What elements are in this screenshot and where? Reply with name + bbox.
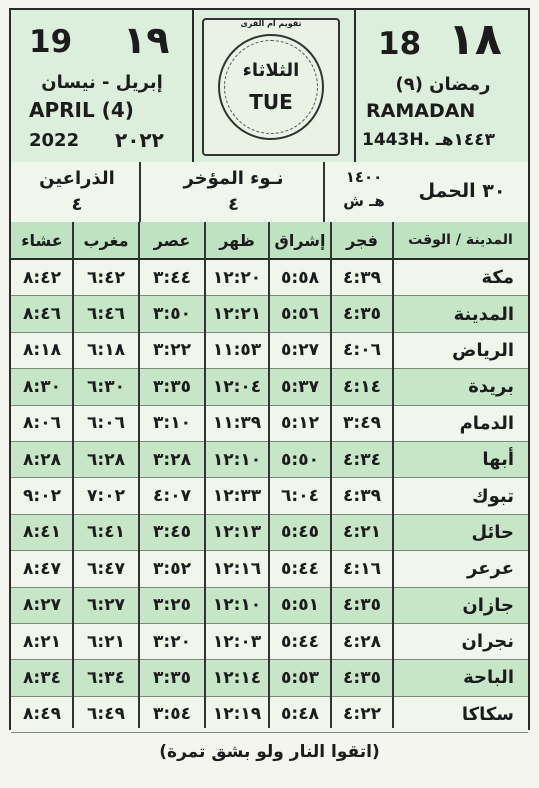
hijri-year: 1443H. ١٤٤٣هـ: [362, 130, 496, 150]
hijri-day-arabic: ١٨: [448, 14, 502, 65]
table-row: [11, 697, 528, 733]
city-name: نجران: [461, 631, 514, 653]
time-maghrib: ٧:٠٢: [87, 486, 125, 507]
time-asr: ٣:٢٥: [153, 595, 191, 616]
city-name: سكاكا: [461, 703, 514, 725]
info-divider-2: [323, 162, 325, 222]
time-maghrib: ٦:٢٨: [87, 449, 125, 470]
table-row: [11, 406, 528, 442]
col-divider: [392, 222, 394, 728]
weekday-latin: TUE: [249, 90, 293, 114]
col-maghrib: مغرب: [83, 230, 129, 250]
calendar-card: [9, 8, 530, 730]
time-dhuhr: ١٢:٠٣: [212, 631, 262, 652]
time-isha: ٨:٢٨: [23, 449, 61, 470]
col-fajr: فجر: [346, 230, 378, 250]
time-shuruq: ٥:٥٨: [281, 267, 319, 288]
time-fajr: ٤:٠٦: [343, 340, 381, 361]
time-shuruq: ٥:٤٤: [281, 558, 319, 579]
time-fajr: ٣:٤٩: [343, 413, 381, 434]
city-name: عرعر: [467, 558, 514, 580]
time-dhuhr: ١٢:٠٤: [212, 376, 262, 397]
time-maghrib: ٦:٤٦: [87, 304, 125, 325]
time-shuruq: ٦:٠٤: [281, 486, 319, 507]
time-fajr: ٤:٢١: [343, 522, 381, 543]
time-dhuhr: ١١:٥٣: [212, 340, 262, 361]
time-shuruq: ٥:٥٣: [281, 667, 319, 688]
table-row: [11, 369, 528, 405]
weekday-arabic: الثلاثاء: [242, 60, 300, 81]
greg-month-latin: APRIL (4): [29, 98, 134, 122]
time-isha: ٨:٤٩: [23, 704, 61, 725]
time-fajr: ٤:٢٨: [343, 631, 381, 652]
time-fajr: ٤:٣٩: [343, 486, 381, 507]
city-name: مكة: [481, 267, 514, 289]
table-row: [11, 515, 528, 551]
time-isha: ٨:٣٤: [23, 667, 61, 688]
city-name: حائل: [471, 521, 514, 543]
time-fajr: ٤:١٤: [343, 376, 381, 397]
calendar-header: [11, 10, 528, 164]
col-divider: [138, 222, 140, 728]
table-row: [11, 551, 528, 587]
time-maghrib: ٦:٤١: [87, 522, 125, 543]
solar-suffix: هـ ش: [343, 192, 385, 210]
time-dhuhr: ١٢:٢٠: [212, 267, 262, 288]
time-shuruq: ٥:١٢: [281, 413, 319, 434]
prayer-times-table: [11, 260, 528, 733]
time-maghrib: ٦:٢١: [87, 631, 125, 652]
table-row: [11, 624, 528, 660]
city-name: الرياض: [452, 339, 514, 361]
time-fajr: ٤:٣٩: [343, 267, 381, 288]
seal-ring: [224, 40, 318, 134]
city-name: الباحة: [463, 667, 514, 689]
time-asr: ٣:١٠: [153, 413, 191, 434]
time-dhuhr: ١٢:٣٣: [212, 486, 262, 507]
greg-day-latin: 19: [29, 24, 73, 60]
col-city-time: المدينة / الوقت: [408, 232, 513, 248]
time-fajr: ٤:٣٥: [343, 667, 381, 688]
time-shuruq: ٥:٤٨: [281, 704, 319, 725]
time-dhuhr: ١٢:١٤: [212, 667, 262, 688]
table-row: [11, 333, 528, 369]
greg-year-latin: 2022: [29, 130, 80, 151]
season-name: الذراعين: [39, 168, 115, 189]
time-fajr: ٤:٣٥: [343, 595, 381, 616]
time-dhuhr: ١٢:١٦: [212, 558, 262, 579]
time-shuruq: ٥:٤٤: [281, 631, 319, 652]
solar-date: ٣٠ الحمل: [418, 180, 506, 202]
city-name: بريدة: [468, 376, 514, 398]
gregorian-date-block: [11, 10, 191, 162]
time-shuruq: ٥:٥٦: [281, 304, 319, 325]
city-name: المدينة: [453, 303, 514, 325]
solar-year: ١٤٠٠: [345, 168, 383, 186]
time-shuruq: ٥:٥١: [281, 595, 319, 616]
time-fajr: ٤:١٦: [343, 558, 381, 579]
table-row: [11, 660, 528, 696]
time-isha: ٨:٣٠: [23, 376, 61, 397]
seal-text: تقويم أم القرى: [240, 19, 302, 28]
table-header: [11, 222, 528, 260]
time-shuruq: ٥:٢٧: [281, 340, 319, 361]
time-asr: ٣:٣٥: [153, 376, 191, 397]
time-fajr: ٤:٣٤: [343, 449, 381, 470]
time-isha: ٨:٤٧: [23, 558, 61, 579]
time-isha: ٨:٤٦: [23, 304, 61, 325]
time-isha: ٨:٤١: [23, 522, 61, 543]
time-asr: ٣:٢٢: [153, 340, 191, 361]
time-maghrib: ٦:٠٦: [87, 413, 125, 434]
time-isha: ٨:٢٧: [23, 595, 61, 616]
time-isha: ٩:٠٢: [23, 486, 61, 507]
city-name: أبها: [482, 449, 514, 471]
col-isha: عشاء: [21, 230, 63, 250]
time-dhuhr: ١٢:٢١: [212, 304, 262, 325]
time-dhuhr: ١٢:١٠: [212, 595, 262, 616]
time-fajr: ٤:٣٥: [343, 304, 381, 325]
col-divider: [204, 222, 206, 728]
greg-day-arabic: ١٩: [123, 18, 170, 62]
table-row: [11, 260, 528, 296]
season-info-row: [11, 162, 528, 224]
table-row: [11, 442, 528, 478]
time-asr: ٣:٤٥: [153, 522, 191, 543]
time-maghrib: ٦:٢٧: [87, 595, 125, 616]
time-isha: ٨:٤٢: [23, 267, 61, 288]
info-divider-1: [139, 162, 141, 222]
col-divider: [330, 222, 332, 728]
city-name: تبوك: [472, 485, 514, 507]
time-dhuhr: ١٢:١٩: [212, 704, 262, 725]
time-dhuhr: ١٢:١٣: [212, 522, 262, 543]
hijri-month-arabic: رمضان (٩): [395, 74, 491, 95]
time-shuruq: ٥:٣٧: [281, 376, 319, 397]
greg-month-arabic: إبريل - نيسان: [41, 72, 163, 93]
time-asr: ٣:٥٤: [153, 704, 191, 725]
seal-circle: [218, 34, 324, 140]
time-fajr: ٤:٢٢: [343, 704, 381, 725]
time-asr: ٤:٠٧: [153, 486, 191, 507]
time-asr: ٣:٥٢: [153, 558, 191, 579]
footer-hadith: (اتقوا النار ولو بشق تمرة): [159, 742, 380, 762]
col-divider: [268, 222, 270, 728]
table-row: [11, 588, 528, 624]
umm-al-qura-seal: [202, 18, 340, 156]
col-asr: عصر: [153, 230, 191, 250]
time-isha: ٨:١٨: [23, 340, 61, 361]
time-shuruq: ٥:٥٠: [281, 449, 319, 470]
time-asr: ٣:٣٥: [153, 667, 191, 688]
weekday-seal-block: [194, 14, 354, 159]
city-name: جازان: [462, 594, 514, 616]
time-dhuhr: ١١:٣٩: [212, 413, 262, 434]
time-asr: ٣:٢٨: [153, 449, 191, 470]
hijri-date-block: [356, 10, 528, 162]
naw-number: ٤: [228, 194, 239, 215]
hijri-day-latin: 18: [378, 26, 422, 62]
time-maghrib: ٦:٤٩: [87, 704, 125, 725]
time-isha: ٨:٢١: [23, 631, 61, 652]
season-number: ٤: [71, 194, 83, 215]
time-maghrib: ٦:٣٠: [87, 376, 125, 397]
table-row: [11, 478, 528, 514]
hijri-month-latin: RAMADAN: [366, 100, 476, 122]
col-shuruq: إشراق: [274, 230, 326, 250]
table-row: [11, 296, 528, 332]
time-asr: ٣:٤٤: [153, 267, 191, 288]
time-maghrib: ٦:٤٢: [87, 267, 125, 288]
time-shuruq: ٥:٤٥: [281, 522, 319, 543]
greg-year-arabic: ٢٠٢٢: [115, 128, 164, 152]
time-maghrib: ٦:٤٧: [87, 558, 125, 579]
time-asr: ٣:٢٠: [153, 631, 191, 652]
col-dhuhr: ظهر: [219, 230, 255, 250]
time-asr: ٣:٥٠: [153, 304, 191, 325]
col-divider: [72, 222, 74, 728]
time-isha: ٨:٠٦: [23, 413, 61, 434]
city-name: الدمام: [459, 412, 514, 434]
time-maghrib: ٦:١٨: [87, 340, 125, 361]
time-maghrib: ٦:٣٤: [87, 667, 125, 688]
naw-name: نـوء المؤخر: [183, 168, 284, 189]
time-dhuhr: ١٢:١٠: [212, 449, 262, 470]
